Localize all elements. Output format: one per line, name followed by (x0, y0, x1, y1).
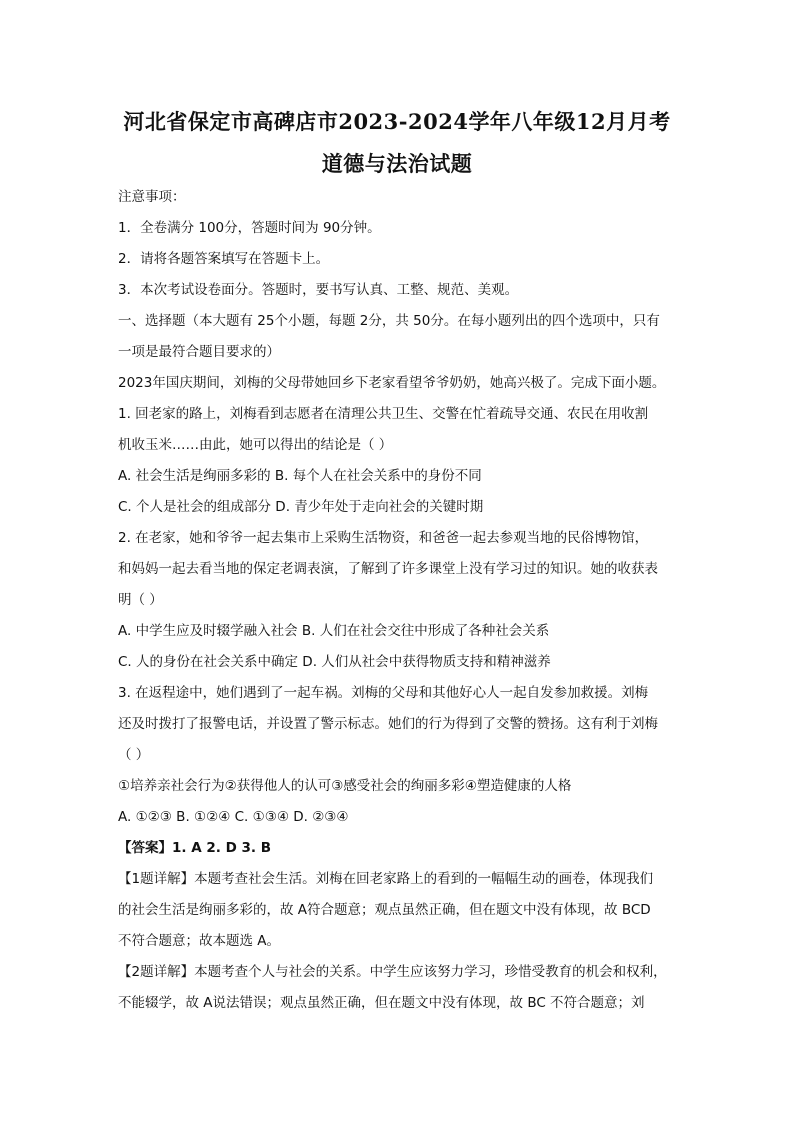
notice-item: 3．本次考试设卷面分。答题时，要书写认真、工整、规范、美观。 (118, 282, 519, 298)
notice-item: 2．请将各题答案填写在答题卡上。 (118, 251, 330, 267)
explanation-text: 不能辍学，故 A说法错误；观点虽然正确，但在题文中没有体现，故 BC 不符合题意；刘 (118, 995, 645, 1011)
document-subtitle: 道德与法治试题 (321, 151, 473, 176)
explanation-text: 的社会生活是绚丽多彩的，故 A符合题意；观点虽然正确，但在题文中没有体现，故 BCD (118, 902, 651, 918)
explanation-text: 不符合题意；故本题选 A。 (118, 933, 281, 949)
document-title: 河北省保定市高碑店市2023-2024学年八年级12月月考 (123, 109, 671, 134)
scenario-text: 2023年国庆期间，刘梅的父母带她回乡下老家看望爷爷奶奶，她高兴极了。完成下面小题。 (118, 375, 666, 391)
question-text: 和妈妈一起去看当地的保定老调表演，了解到了许多课堂上没有学习过的知识。她的收获表 (118, 561, 658, 577)
notice-heading: 注意事项： (118, 189, 186, 205)
explanation-text: 【2题详解】本题考查个人与社会的关系。中学生应该努力学习，珍惜受教育的机会和权利， (118, 964, 667, 980)
section-heading: 一项是最符合题目要求的） (118, 344, 280, 360)
question-text: 1. 回老家的路上，刘梅看到志愿者在清理公共卫生、交警在忙着疏导交通、农民在用收割 (118, 406, 649, 422)
answer-option: C. 个人是社会的组成部分 D. 青少年处于走向社会的关键时期 (118, 499, 484, 515)
answer-key: 【答案】1. A 2. D 3. B (118, 840, 272, 856)
section-heading: 一、选择题（本大题有 25个小题，每题 2分，共 50分。在每小题列出的四个选项中，只有 (118, 313, 660, 329)
answer-option: A. 中学生应及时辍学融入社会 B. 人们在社会交往中形成了各种社会关系 (118, 623, 550, 639)
question-text: 机收玉米……由此，她可以得出的结论是（ ） (118, 437, 393, 453)
answer-option: A. ①②③ B. ①②④ C. ①③④ D. ②③④ (118, 809, 349, 825)
question-text: 3. 在返程途中，她们遇到了一起车祸。刘梅的父母和其他好心人一起自发参加救援。刘梅 (118, 685, 649, 701)
question-statements: ①培养亲社会行为②获得他人的认可③感受社会的绚丽多彩④塑造健康的人格 (118, 778, 572, 794)
notice-item: 1．全卷满分 100分，答题时间为 90分钟。 (118, 220, 381, 236)
explanation-text: 【1题详解】本题考查社会生活。刘梅在回老家路上的看到的一幅幅生动的画卷，体现我们 (118, 871, 654, 887)
question-text: 2. 在老家，她和爷爷一起去集市上采购生活物资，和爸爸一起去参观当地的民俗博物馆， (118, 530, 649, 546)
question-text: 明（ ） (118, 592, 163, 608)
answer-option: A. 社会生活是绚丽多彩的 B. 每个人在社会关系中的身份不同 (118, 468, 482, 484)
question-text: （ ） (118, 747, 150, 763)
question-text: 还及时拨打了报警电话，并设置了警示标志。她们的行为得到了交警的赞扬。这有利于刘梅 (118, 716, 658, 732)
answer-option: C. 人的身份在社会关系中确定 D. 人们从社会中获得物质支持和精神滋养 (118, 654, 551, 670)
